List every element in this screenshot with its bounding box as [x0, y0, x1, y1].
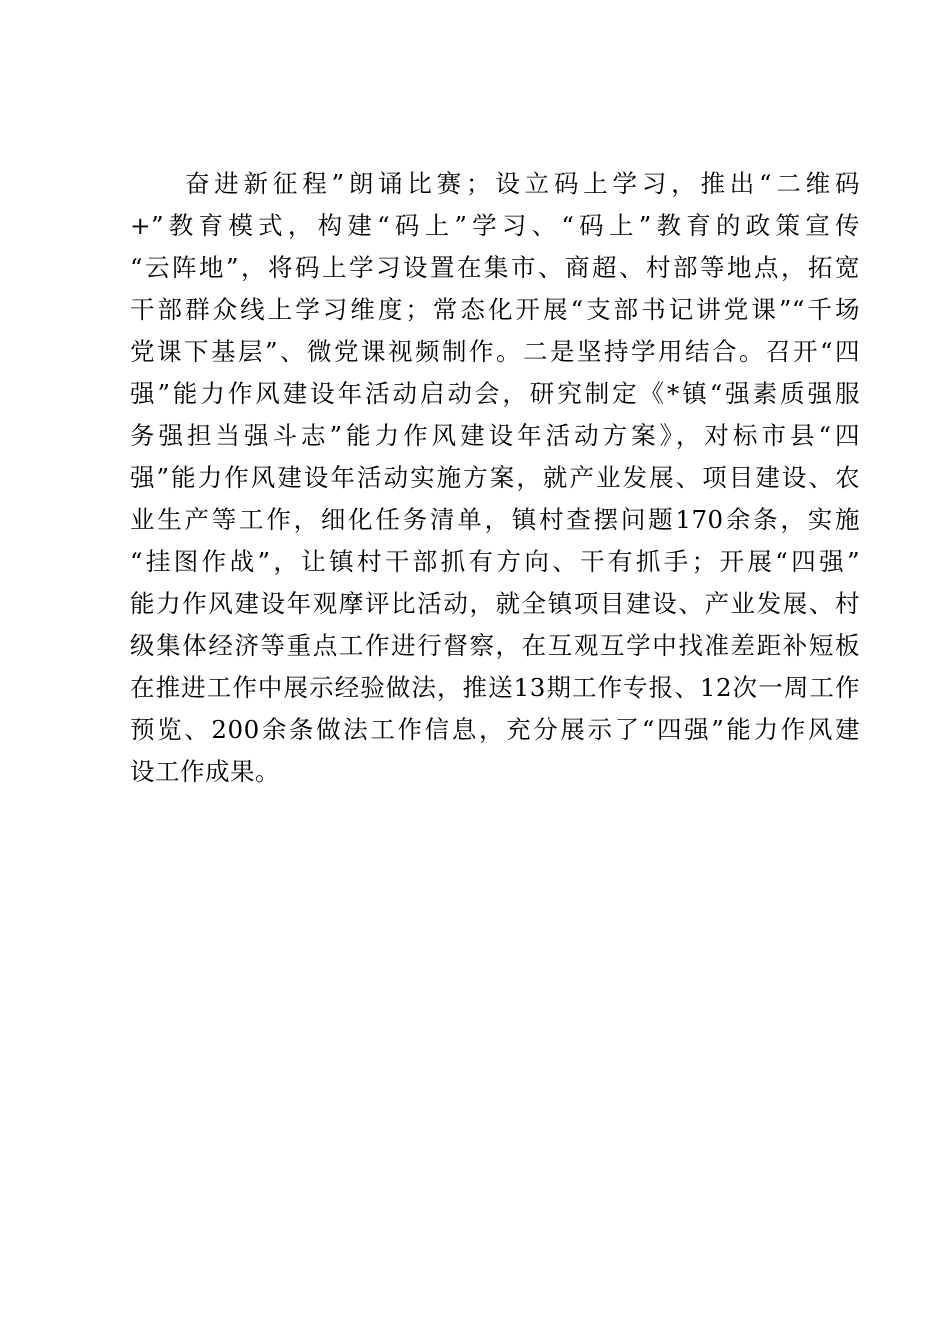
- paragraph-line: 党课下基层”、微党课视频制作。二是坚持学用结合。召开“四: [130, 337, 860, 366]
- body-paragraph: [130, 163, 860, 793]
- paragraph-line: 级集体经济等重点工作进行督察，在互观互学中找准差距补短板: [130, 631, 860, 660]
- paragraph-line: “云阵地”，将码上学习设置在集市、商超、村部等地点，拓宽: [130, 253, 860, 282]
- paragraph-line: 奋进新征程”朗诵比赛；设立码上学习，推出“二维码: [185, 169, 860, 198]
- paragraph-line: 设工作成果。: [130, 757, 280, 786]
- paragraph-line: 在推进工作中展示经验做法，推送13期工作专报、12次一周工作: [130, 673, 860, 702]
- paragraph-line: 预览、200余条做法工作信息，充分展示了“四强”能力作风建: [130, 715, 860, 744]
- paragraph-line: 业生产等工作，细化任务清单，镇村查摆问题170余条，实施: [130, 505, 860, 534]
- paragraph-line: “挂图作战”，让镇村干部抓有方向、干有抓手；开展“四强”: [130, 547, 860, 576]
- paragraph-line: 强”能力作风建设年活动启动会，研究制定《*镇“强素质强服: [130, 379, 860, 408]
- paragraph-line: 干部群众线上学习维度；常态化开展“支部书记讲党课”“千场: [130, 295, 860, 324]
- paragraph-line: 能力作风建设年观摩评比活动，就全镇项目建设、产业发展、村: [130, 589, 860, 618]
- paragraph-line: 强”能力作风建设年活动实施方案，就产业发展、项目建设、农: [130, 463, 860, 492]
- paragraph-line: 务强担当强斗志”能力作风建设年活动方案》，对标市县“四: [130, 421, 860, 450]
- paragraph-line: +”教育模式，构建“码上”学习、“码上”教育的政策宣传: [130, 211, 860, 240]
